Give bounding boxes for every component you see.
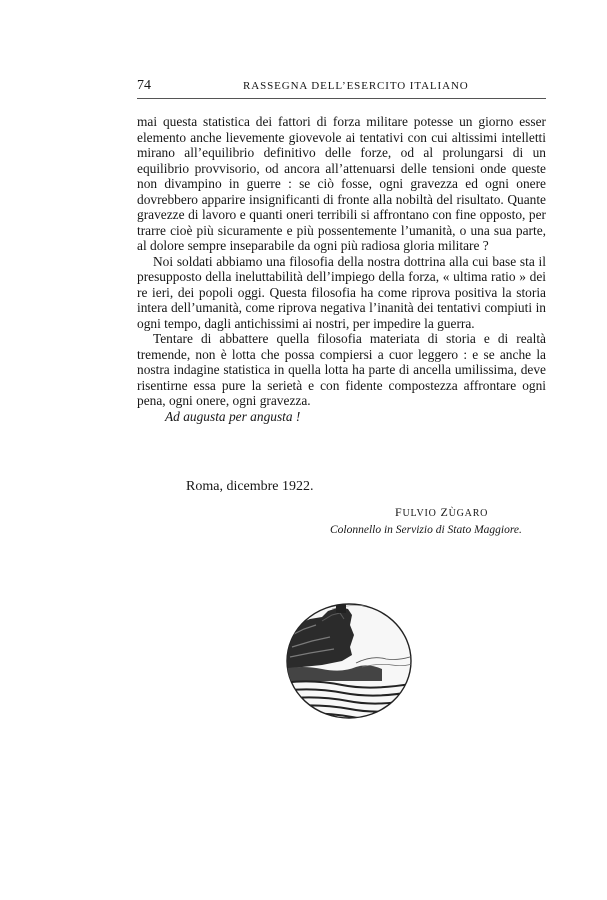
page-number: 74 [137,78,151,93]
author-last-initial: Z [440,505,449,519]
body-text [137,114,546,424]
header-rule [137,98,546,99]
author-first-initial: F [395,505,403,519]
place-date: Roma, dicembre 1922. [186,479,314,494]
running-title: RASSEGNA DELL’ESERCITO ITALIANO [243,80,469,92]
motto: Ad augusta per angusta ! [165,408,301,424]
author-signature [395,505,488,520]
author-role: Colonnello in Servizio di Stato Maggiore. [330,524,522,536]
seaside-fortress-vignette-icon [282,595,416,723]
paragraph-2: Noi soldati abbiamo una filosofia della nostra dottrina alla cui base sta il presupposto della ineluttabilità dell’impiego della forza, « ultima ratio » dei re ieri, dei popoli oggi. Questa filosofia ha come riprova positiva la storia intera dell’umanità, come riprova negativa l’inanità dei tentativi compiuti in ogni tempo, dagli antichissimi ai nostri, per impedire la guerra. [137,253,546,331]
paragraph-3: Tentare di abbattere quella filosofia materiata di storia e di realtà tremende, non è lotta che possa compiersi a cuor leggero : e se anche la nostra indagine statistica in quella lotta ha parte di ancella umilissima, deve risentirne essa pure la serietà e con fidente compostezza affrontare ogni pena, ogni onere, ogni gravezza. [137,331,546,408]
author-first-rest: ULVIO [402,508,437,519]
page-header [137,78,546,96]
author-last-rest: ÙGARO [448,508,489,519]
paragraph-1: mai questa statistica dei fattori di forza militare potesse un giorno esser elemento anche lievemente giovevole ai tentativi con cui altissimi intelletti mirano all’equilibrio definitivo delle forze, od al prolungarsi di un equilibrio provvisorio, od ancora all’attenuarsi delle tensioni onde queste non divampino in guerre : se ciò fosse, ogni gravezza ed ogni onere dovrebbero apparire insignificanti di fronte alla nobiltà del risultato. Quante gravezze di lavoro e quanti oneri terribili si affrontano con fine opposto, per trarre cioè più sicuramente e più possentemente l’umanità, o una sua parte, al dolore sempre inseparabile da ogni più radiosa gloria militare ? [137,114,546,253]
